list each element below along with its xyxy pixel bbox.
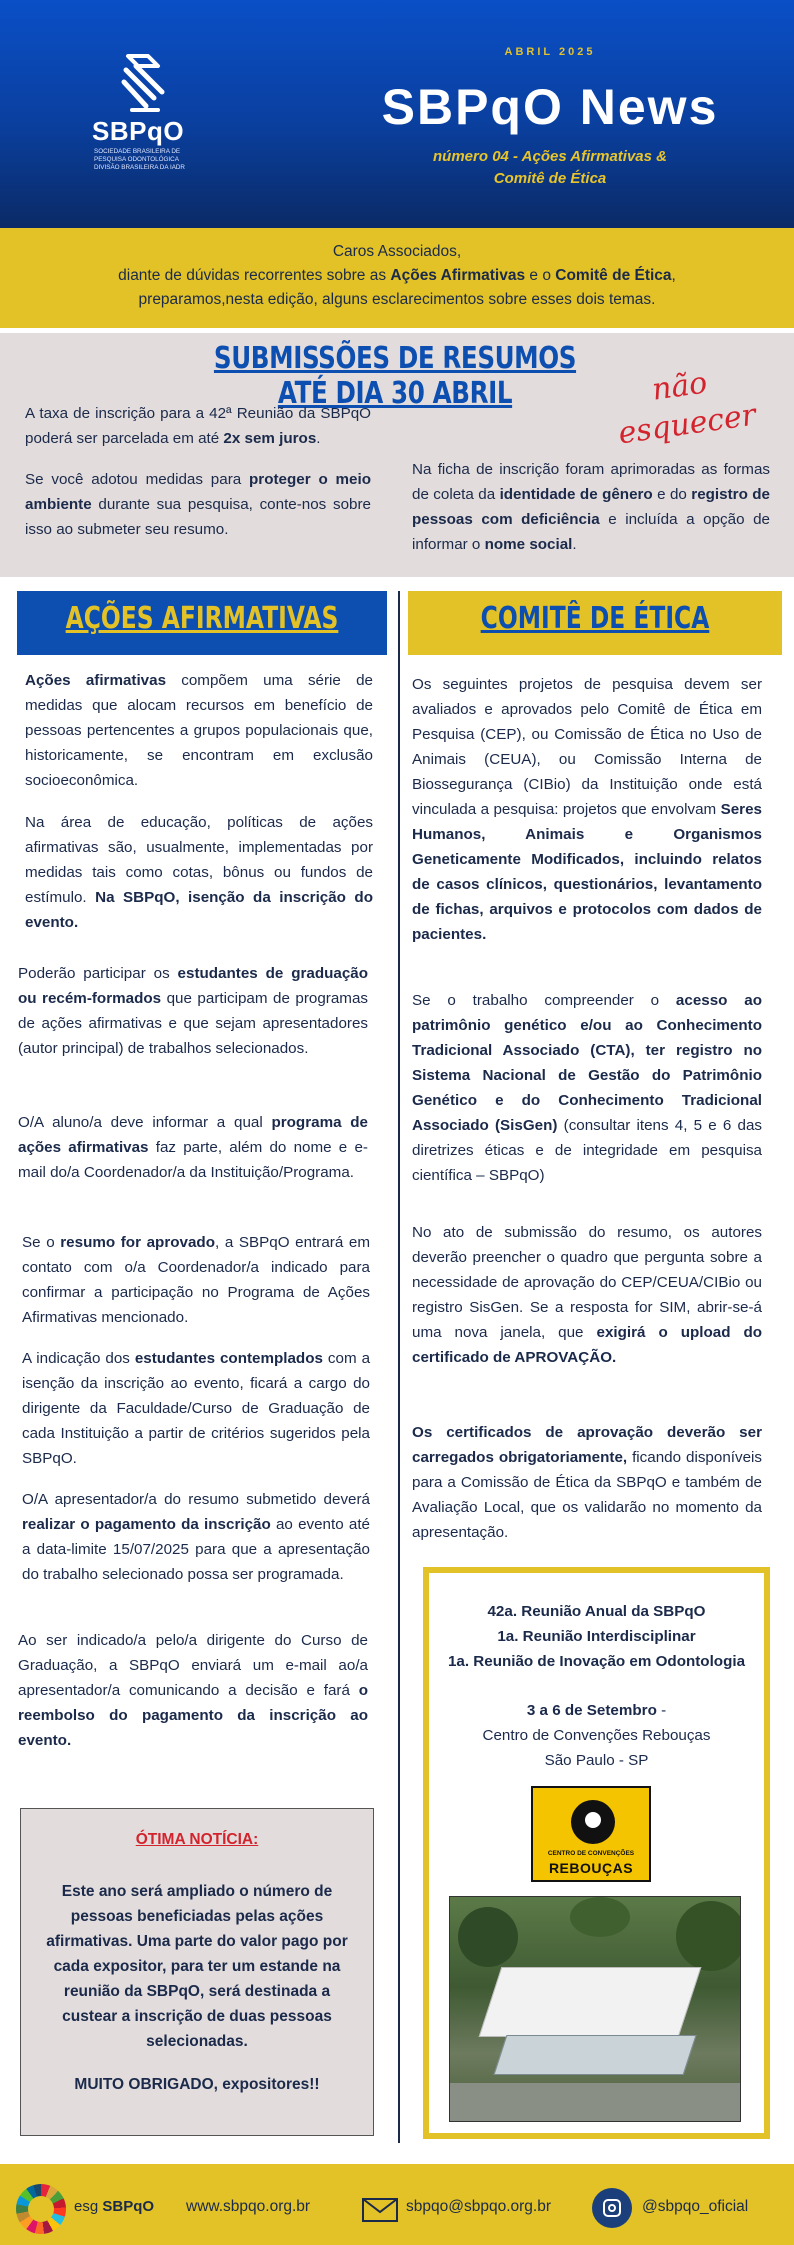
photo-building-roof [479, 1967, 702, 2037]
event-line: 42a. Reunião Anual da SBPqO [487, 1603, 706, 1620]
text-span: compõem uma série de medidas que alocam recursos em benefício de pessoas pertencentes a grupos populacionais que, historicamente, se encontram em exclusão socioeconômica. [25, 672, 373, 789]
convention-center-photo [449, 1896, 741, 2122]
text-span: Se você adotou medidas para [25, 471, 250, 488]
text-bold: Ações afirmativas [25, 672, 167, 689]
event-line: 1a. Reunião Interdisciplinar [497, 1628, 696, 1645]
newsletter-subtitle [350, 146, 750, 190]
instagram-icon[interactable] [592, 2188, 632, 2228]
text-bold: Comitê de Ética [555, 267, 672, 284]
reboucas-logo-inner [582, 1809, 604, 1831]
event-city: São Paulo - SP [544, 1752, 649, 1769]
intro-greeting: Caros Associados, [332, 243, 462, 260]
nao-esquecer-handwriting [612, 365, 762, 459]
text-bold: nome social [484, 536, 573, 553]
acoes-afirmativas-heading-bar [17, 591, 387, 655]
intro-banner [0, 228, 794, 328]
text-span: Se o trabalho compreender o [412, 992, 676, 1009]
text-span: No ato de submissão do resumo, os autores deverão preencher o quadro que pergunta sobre a necessidade de aprovação do CEP/CEUA/CIBio ou registro SisGen. Se a resposta for SIM, abrir-se-á uma nova janela, que [412, 1224, 762, 1341]
good-news-box [20, 1808, 374, 2136]
email-icon [362, 2198, 398, 2222]
event-info-box [423, 1567, 770, 2139]
text-span: Na área de educação, políticas de ações afirmativas são, usualmente, implementadas por medidas tais como cotas, bônus ou fundos de estímulo. [25, 814, 373, 906]
reboucas-logo-text-2: REBOUÇAS [548, 1860, 634, 1876]
subtitle-line-1: número 04 - Ações Afirmativas & [433, 148, 667, 165]
comite-etica-title: COMITÊ DE ÉTICA [480, 601, 710, 636]
esg-sdg-ring-icon [16, 2184, 66, 2234]
header-banner [0, 0, 794, 228]
text-span: faz parte, além do nome e e-mail do/a Coordenador/a da Instituição/Programa. [18, 1139, 368, 1181]
text-span: Os seguintes projetos de pesquisa devem ser avaliados e aprovados pelo Comitê de Ética em Pesquisa (CEP), ou Comissão de Ética no Uso de Animais (CEUA), ou Comissão Interna de Biossegurança (CIBio) da Instituição onde está vinculada a pesquisa: projetos que envolvam [412, 676, 762, 818]
newsletter-title: SBPqO News [381, 79, 719, 135]
reminder-word-2: esquecer [616, 397, 759, 452]
acoes-paragraph-2 [25, 810, 373, 935]
intro-line-2 [0, 264, 794, 288]
event-dates-line [429, 1698, 764, 1723]
event-dates: 3 a 6 de Setembro [526, 1702, 657, 1719]
text-span: esg [74, 2198, 103, 2215]
good-news-thanks: MUITO OBRIGADO, expositores!! [74, 2076, 320, 2093]
text-bold: estudantes contemplados [134, 1350, 323, 1367]
text-bold: proteger o meio ambiente [25, 471, 371, 513]
logo-subtitle [94, 148, 204, 172]
text-span: Ao ser indicado/a pelo/a dirigente do Curso de Graduação, a SBPqO enviará um e-mail ao/a apresentador/a comunicando a decisão e fará [18, 1632, 368, 1699]
text-bold: resumo for aprovado [60, 1234, 215, 1251]
text-bold: SBPqO [102, 2198, 155, 2215]
acoes-paragraph-3 [18, 961, 368, 1061]
acoes-paragraph-4 [18, 1110, 368, 1185]
comite-etica-heading-bar [408, 591, 782, 655]
text-span: e incluída a opção de informar o [412, 511, 770, 553]
reboucas-logo-icon [571, 1800, 615, 1844]
acoes-paragraph-6 [22, 1346, 370, 1471]
intro-line-3: preparamos,nesta edição, alguns esclarecimentos sobre esses dois temas. [138, 291, 656, 308]
text-span: A taxa de inscrição para a 42ª Reunião da SBPqO poderá ser parcelada em até [25, 405, 371, 447]
text-bold: o reembolso do pagamento da inscrição ao evento. [18, 1682, 368, 1749]
logo-sub-line: PESQUISA ODONTOLÓGICA [94, 156, 179, 163]
text-span: diante de dúvidas recorrentes sobre as [118, 267, 391, 284]
submissions-title: SUBMISSÕES DE RESUMOS ATÉ DIA 30 ABRIL [213, 341, 577, 411]
event-title-lines [429, 1599, 764, 1674]
text-span: ao evento até a data-limite 15/07/2025 para que a apresentação do trabalho selecionado possa ser programada. [22, 1516, 370, 1583]
column-divider [398, 591, 400, 2143]
text-bold: identidade de gênero [499, 486, 653, 503]
comite-paragraph-1 [412, 672, 762, 947]
acoes-afirmativas-title: AÇÕES AFIRMATIVAS [65, 601, 339, 636]
text-bold: realizar o pagamento da inscrição [22, 1516, 271, 1533]
photo-building-facade [494, 2035, 697, 2075]
instagram-handle-link[interactable]: @sbpqo_oficial [642, 2198, 749, 2215]
text-span: Na ficha de inscrição foram aprimoradas as formas de coleta da [412, 461, 770, 503]
comite-paragraph-3 [412, 1220, 762, 1370]
text-bold: 2x sem juros [223, 430, 317, 447]
esg-label [74, 2198, 154, 2215]
text-bold: Ações Afirmativas [390, 267, 526, 284]
good-news-body: Este ano será ampliado o número de pessoas beneficiadas pelas ações afirmativas. Uma parte do valor pago por cada expositor, para ter um estande na reunião da SBPqO, será destinada a custear a inscrição de duas pessoas selecionadas. [46, 1883, 348, 2050]
acoes-paragraph-5 [22, 1230, 370, 1330]
acoes-paragraph-8 [18, 1628, 368, 1753]
photo-tree [458, 1907, 518, 1967]
issue-date: ABRIL 2025 [504, 46, 596, 58]
text-bold: estudantes de graduação ou recém-formados [18, 965, 368, 1007]
text-bold: Os certificados de aprovação deverão ser carregados obrigatoriamente, [412, 1424, 762, 1466]
text-span: A indicação dos [22, 1350, 135, 1367]
event-line: 1a. Reunião de Inovação em Odontologia [447, 1653, 746, 1670]
text-span: (consultar itens 4, 5 e 6 das diretrizes éticas e de integridade em pesquisa científica – SBPqO) [412, 1117, 762, 1184]
paragraph [412, 457, 770, 557]
text-span: e do [652, 486, 692, 503]
reboucas-logo-text-1: CENTRO DE CONVENÇÕES [547, 1850, 635, 1857]
text-bold: registro de pessoas com deficiência [412, 486, 770, 528]
text-span: - [656, 1702, 667, 1719]
text-span: , a SBPqO entrará em contato com o/a Coordenador/a indicado para confirmar a participação no Programa de Ações Afirmativas mencionado. [22, 1234, 370, 1326]
sbpqo-logo [88, 52, 198, 182]
text-span: O/A aluno/a deve informar a qual [18, 1114, 272, 1131]
submissions-section [0, 333, 794, 577]
event-venue: Centro de Convenções Rebouças [482, 1727, 711, 1744]
paragraph [25, 467, 371, 542]
comite-paragraph-2 [412, 988, 762, 1188]
text-bold: programa de ações afirmativas [18, 1114, 368, 1156]
text-span: Poderão participar os [18, 965, 178, 982]
logo-text: SBPqO [92, 116, 185, 146]
photo-tree [676, 1901, 741, 1971]
text-span: que participam de programas de ações afirmativas e que sejam apresentadores (autor principal) de trabalhos selecionados. [18, 990, 368, 1057]
reminder-word-1: não [649, 365, 710, 408]
logo-sub-line: DIVISÃO BRASILEIRA DA IADR [94, 164, 185, 171]
email-link[interactable]: sbpqo@sbpqo.org.br [406, 2198, 551, 2215]
paragraph [25, 401, 371, 451]
comite-paragraph-4 [412, 1420, 762, 1545]
submissions-left-text [25, 401, 371, 558]
text-span: com a isenção da inscrição ao evento, ficará a cargo do dirigente da Faculdade/Curso de Graduação de cada Instituição a partir de critérios sugeridos pela SBPqO. [22, 1350, 371, 1467]
website-link[interactable]: www.sbpqo.org.br [186, 2198, 311, 2215]
text-span: durante sua pesquisa, conte-nos sobre isso ao submeter seu resumo. [25, 496, 371, 538]
text-span: . [572, 536, 577, 553]
text-bold: Seres Humanos, Animais e Organismos Geneticamente Modificados, incluindo relatos de casos clínicos, questionários, levantamento de fichas, arquivos e protocolos com dados de pacientes. [412, 801, 762, 943]
photo-road [450, 2083, 741, 2122]
text-bold: acesso ao patrimônio genético e/ou ao Conhecimento Tradicional Associado (CTA), ter registro no Sistema Nacional de Gestão do Patrimônio Genético e do Conhecimento Tradicional Associado (SisGen) [412, 992, 762, 1134]
footer-bar [0, 2164, 794, 2245]
text-span: Se o [22, 1234, 61, 1251]
acoes-paragraph-7 [22, 1487, 370, 1587]
reboucas-logo [531, 1786, 651, 1882]
text-span: O/A apresentador/a do resumo submetido deverá [22, 1491, 370, 1508]
text-span: , [671, 267, 676, 284]
photo-tree [570, 1897, 630, 1937]
text-bold: exigirá o upload do certificado de APROVAÇÃO. [412, 1324, 763, 1366]
text-bold: Na SBPqO, isenção da inscrição do evento. [25, 889, 373, 931]
submissions-right-text [412, 457, 770, 557]
text-span: ficando disponíveis para a Comissão de Ética da SBPqO e também de Avaliação Local, que os validarão no momento da apresentação. [412, 1449, 762, 1541]
event-details [429, 1698, 764, 1773]
text-span: e o [525, 267, 556, 284]
subtitle-line-2: Comitê de Ética [493, 170, 607, 187]
logo-sub-line: SOCIEDADE BRASILEIRA DE [94, 148, 181, 155]
acoes-paragraph-1 [25, 668, 373, 793]
good-news-title: ÓTIMA NOTÍCIA: [135, 1831, 259, 1848]
logo-mark-icon [118, 52, 170, 114]
text-span: . [316, 430, 321, 447]
